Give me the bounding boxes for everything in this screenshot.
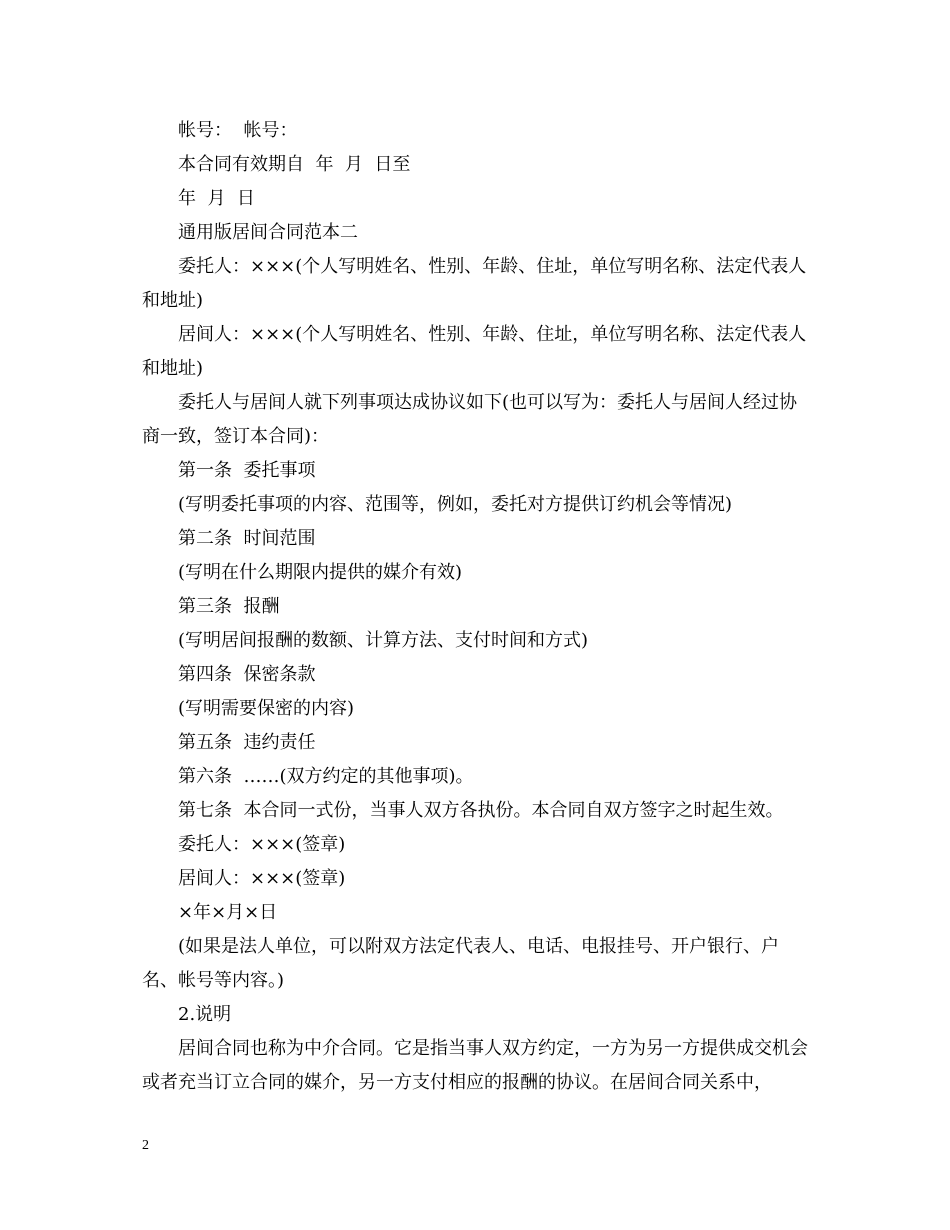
- article-4-title: 第四条 保密条款: [178, 664, 316, 685]
- paragraph-validity: 本合同有效期自 年 月 日至: [178, 154, 411, 175]
- paragraph-date: 年 月 日: [178, 188, 255, 209]
- paragraph-intermediary: 居间人：×××(个人写明姓名、性别、年龄、住址，单位写明名称、法定代表人和地址): [142, 324, 807, 379]
- article-5-title: 第五条 违约责任: [178, 732, 316, 753]
- article-3-title: 第三条 报酬: [178, 596, 280, 617]
- paragraph-account: 帐号： 帐号：: [178, 120, 298, 141]
- article-1-note: (写明委托事项的内容、范围等，例如，委托对方提供订约机会等情况): [178, 494, 733, 515]
- article-2-note: (写明在什么期限内提供的媒介有效): [178, 562, 463, 583]
- signature-intermediary: 居间人：×××(签章): [178, 868, 346, 889]
- paragraph-principal: 委托人：×××(个人写明姓名、性别、年龄、住址，单位写明名称、法定代表人和地址): [142, 256, 807, 311]
- article-1-title: 第一条 委托事项: [178, 460, 316, 481]
- signature-principal: 委托人：×××(签章): [178, 834, 346, 855]
- article-3-note: (写明居间报酬的数额、计算方法、支付时间和方式): [178, 630, 589, 651]
- article-7-title: 第七条 本合同一式份，当事人双方各执份。本合同自双方签字之时起生效。: [178, 800, 784, 821]
- page-number: 2: [142, 1138, 149, 1153]
- paragraph-explanation: 居间合同也称为中介合同。它是指当事人双方约定，一方为另一方提供成交机会或者充当订立合同的媒介，另一方支付相应的报酬的协议。在居间合同关系中，: [142, 1038, 808, 1093]
- paragraph-legal-entity-note: (如果是法人单位，可以附双方法定代表人、电话、电报挂号、开户银行、户名、帐号等内容。): [142, 936, 780, 991]
- paragraph-agreement: 委托人与居间人就下列事项达成协议如下(也可以写为：委托人与居间人经过协商一致，签订本合同)：: [142, 392, 798, 447]
- article-2-title: 第二条 时间范围: [178, 528, 316, 549]
- article-4-note: (写明需要保密的内容): [178, 698, 355, 719]
- signature-date: ×年×月×日: [178, 902, 278, 923]
- document-body: [142, 114, 812, 1100]
- article-6-title: 第六条 ……(双方约定的其他事项)。: [178, 766, 474, 787]
- section-explanation-heading: 2.说明: [178, 1004, 232, 1025]
- section-heading: 通用版居间合同范本二: [178, 222, 358, 243]
